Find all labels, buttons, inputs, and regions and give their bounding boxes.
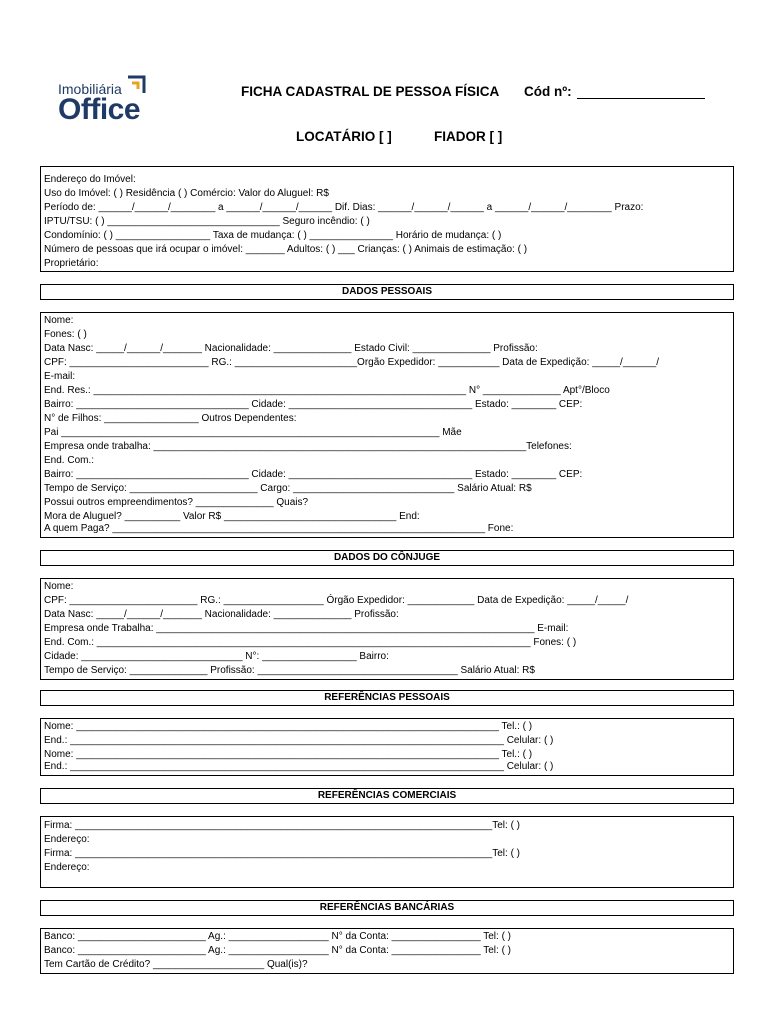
form-line[interactable]: Banco: _______________________ Ag.: __________________ N° da Conta: ________________ Tel: ( ) (44, 945, 512, 956)
form-title: FICHA CADASTRAL DE PESSOA FÍSICA (241, 84, 500, 99)
form-line[interactable]: Fones: ( ) (44, 329, 87, 340)
form-line[interactable]: IPTU/TSU: ( ) _______________________________ Seguro incêndio: ( ) (44, 216, 370, 227)
form-line[interactable]: Tempo de Serviço: ______________ Profissão: ____________________________________ Salário Atual: R$ (44, 665, 535, 676)
role-locatario[interactable]: LOCATÁRIO [ ] (296, 129, 392, 144)
form-line[interactable]: End.: ______________________________________________________________________________ Celular: ( ) (44, 735, 554, 746)
form-line[interactable]: Banco: _______________________ Ag.: __________________ N° da Conta: ________________ Tel: ( ) (44, 931, 512, 942)
form-line[interactable]: Tem Cartão de Crédito? ____________________ Qual(is)? (44, 959, 308, 970)
form-line[interactable]: Pai ____________________________________________________________________ Mãe (44, 427, 462, 438)
form-line[interactable]: Firma: ___________________________________________________________________________Tel: ( ) (44, 820, 521, 831)
form-line[interactable]: Data Nasc: _____/______/_______ Nacionalidade: ______________ Profissão: (44, 609, 399, 620)
form-line[interactable]: Bairro: _______________________________ Cidade: _________________________________ Estado: ________ CEP: (44, 399, 583, 410)
form-line[interactable]: E-mail: (44, 371, 76, 382)
form-line[interactable]: Firma: ___________________________________________________________________________Tel: ( ) (44, 848, 521, 859)
form-line[interactable]: Número de pessoas que irá ocupar o imóvel: _______ Adultos: ( ) ___ Crianças: ( ) Animais de estimação: ( ) (44, 244, 528, 255)
form-line[interactable]: Uso do Imóvel: ( ) Residência ( ) Comércio: Valor do Aluguel: R$ (44, 188, 329, 199)
form-line[interactable]: Tempo de Serviço: _______________________ Cargo: _____________________________ Salário Atual: R$ (44, 483, 532, 494)
role-fiador[interactable]: FIADOR [ ] (434, 129, 503, 144)
code-field[interactable] (577, 98, 705, 99)
section-header-referencias-comerciais: REFERÊNCIAS COMERCIAIS (40, 788, 734, 804)
form-line[interactable]: Nome: (44, 315, 74, 326)
section-header-referencias-bancarias: REFERÊNCIAS BANCÁRIAS (40, 900, 734, 916)
form-line[interactable]: Proprietário: (44, 258, 99, 269)
form-line[interactable]: Cidade: _____________________________ N°: _________________ Bairro: (44, 651, 389, 662)
form-line[interactable]: Possui outros empreendimentos? ______________ Quais? (44, 497, 309, 508)
form-line[interactable]: CPF: _________________________ RG.: ______________________Orgão Expedidor: ___________ Data de Expedição: _____/______/ (44, 357, 659, 368)
form-line[interactable]: Condomínio: ( ) _________________ Taxa de mudança: ( ) _______________ Horário de mudança: ( ) (44, 230, 502, 241)
form-line[interactable]: Endereço do Imóvel: (44, 174, 136, 185)
form-line[interactable]: Empresa onde Trabalha: ____________________________________________________________________ E-mail: (44, 623, 569, 634)
form-line[interactable]: Endereço: (44, 862, 90, 873)
form-line[interactable]: Empresa onde trabalha: ___________________________________________________________________Telefones: (44, 441, 572, 452)
logo-text-top: Imobiliária (58, 81, 122, 97)
logo-text-main: Office (58, 93, 141, 126)
code-label: Cód nº: (524, 84, 572, 99)
form-line[interactable]: Nome: ____________________________________________________________________________ Tel.: ( ) (44, 721, 533, 732)
form-line[interactable]: End. Res.: ___________________________________________________________________ N° ______________ Apt°/Bloco (44, 385, 610, 396)
company-logo (58, 75, 158, 131)
form-line[interactable]: Período de: ______/______/________ a ______/______/______ Dif. Dias: ______/______/______ a ______/______/________ Prazo: (44, 202, 644, 213)
form-line[interactable]: Nome: (44, 581, 74, 592)
form-line[interactable]: Bairro: _______________________________ Cidade: _________________________________ Estado: ________ CEP: (44, 469, 583, 480)
section-header-dados-pessoais: DADOS PESSOAIS (40, 284, 734, 300)
form-line[interactable]: End. Com.: ______________________________________________________________________________ Fones: ( ) (44, 637, 577, 648)
form-line[interactable]: N° de Filhos: _________________ Outros Dependentes: (44, 413, 297, 424)
form-line[interactable]: Nome: ____________________________________________________________________________ Tel.: ( ) (44, 749, 533, 760)
form-line[interactable]: End. Com.: (44, 455, 95, 466)
form-line[interactable]: Data Nasc: _____/______/_______ Nacionalidade: ______________ Estado Civil: ______________ Profissão: (44, 343, 538, 354)
form-line[interactable]: A quem Paga? ___________________________________________________________________ Fone: (44, 523, 514, 534)
section-header-dados-conjuge: DADOS DO CÔNJUGE (40, 550, 734, 566)
form-line[interactable]: Endereço: (44, 834, 90, 845)
form-line[interactable]: End.: ______________________________________________________________________________ Celular: ( ) (44, 761, 554, 772)
form-line[interactable]: Mora de Aluguel? __________ Valor R$ _______________________________ End: (44, 511, 420, 522)
section-header-referencias-pessoais: REFERÊNCIAS PESSOAIS (40, 690, 734, 706)
form-line[interactable]: CPF: _______________________ RG.: __________________ Órgão Expedidor: ____________ Data de Expedição: _____/_____/ (44, 595, 629, 606)
